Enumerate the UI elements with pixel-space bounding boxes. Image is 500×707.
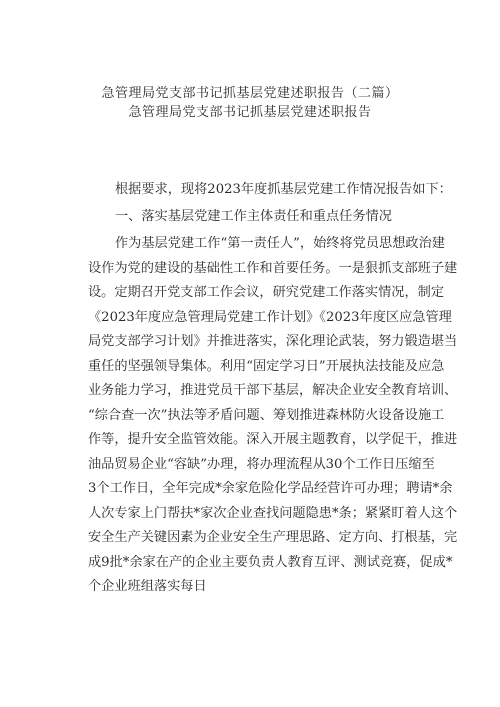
paragraph-line: 作等，提升安全监管效能。深入开展主题教育，以学促干，推进 bbox=[88, 432, 458, 447]
paragraph-line: 3个工作日，全年完成*余家危险化学品经营许可办理；聘请*余 bbox=[88, 481, 453, 496]
paragraph-line: 安全生产关键因素为企业安全生产理思路、定方向、打根基，完 bbox=[88, 530, 458, 545]
paragraph-line: 业务能力学习，推进党员干部下基层，解决企业安全教育培训、 bbox=[88, 383, 458, 398]
paragraph-line: 油品贸易企业“容缺”办理，将办理流程从30个工作日压缩至 bbox=[88, 456, 435, 472]
paragraph-line: 个企业班组落实每日 bbox=[88, 579, 207, 594]
section-heading: 一、落实基层党建工作主体责任和重点任务情况 bbox=[115, 208, 392, 224]
paragraph-line: 作为基层党建工作“第一责任人”，始终将党员思想政治建 bbox=[115, 236, 445, 251]
title-line-2: 急管理局党支部书记抓基层党建述职报告 bbox=[128, 105, 372, 120]
paragraph-line: 重任的坚强领导集体。利用“固定学习日”开展执法技能及应急 bbox=[88, 358, 445, 374]
title-line-1: 急管理局党支部书记抓基层党建述职报告（二篇） bbox=[101, 86, 399, 101]
paragraph-line: 设。定期召开党支部工作会议，研究党建工作落实情况，制定 bbox=[88, 285, 445, 300]
document-title bbox=[60, 84, 440, 122]
paragraph-line: “综合查一次”执法等矛盾问题、筹划推进森林防火设备设施工 bbox=[88, 407, 445, 423]
paragraph-line: 人次专家上门帮扶*家次企业查找问题隐患*条；紧紧盯着人这个 bbox=[88, 505, 458, 521]
intro-paragraph: 根据要求，现将2023年度抓基层党建工作情况报告如下： bbox=[115, 182, 452, 197]
document-body bbox=[88, 178, 458, 600]
paragraph-line: 局党支部学习计划》并推进落实，深化理论武装，努力锻造堪当 bbox=[88, 334, 458, 349]
paragraph-line: 成9批*余家在产的企业主要负责人教育互评、测试竞赛，促成* bbox=[88, 554, 453, 570]
paragraph-line: 设作为党的建设的基础性工作和首要任务。一是狠抓支部班子建 bbox=[88, 260, 458, 276]
paragraph-line: 《2023年度应急管理局党建工作计划》《2023年度区应急管理 bbox=[88, 309, 452, 325]
